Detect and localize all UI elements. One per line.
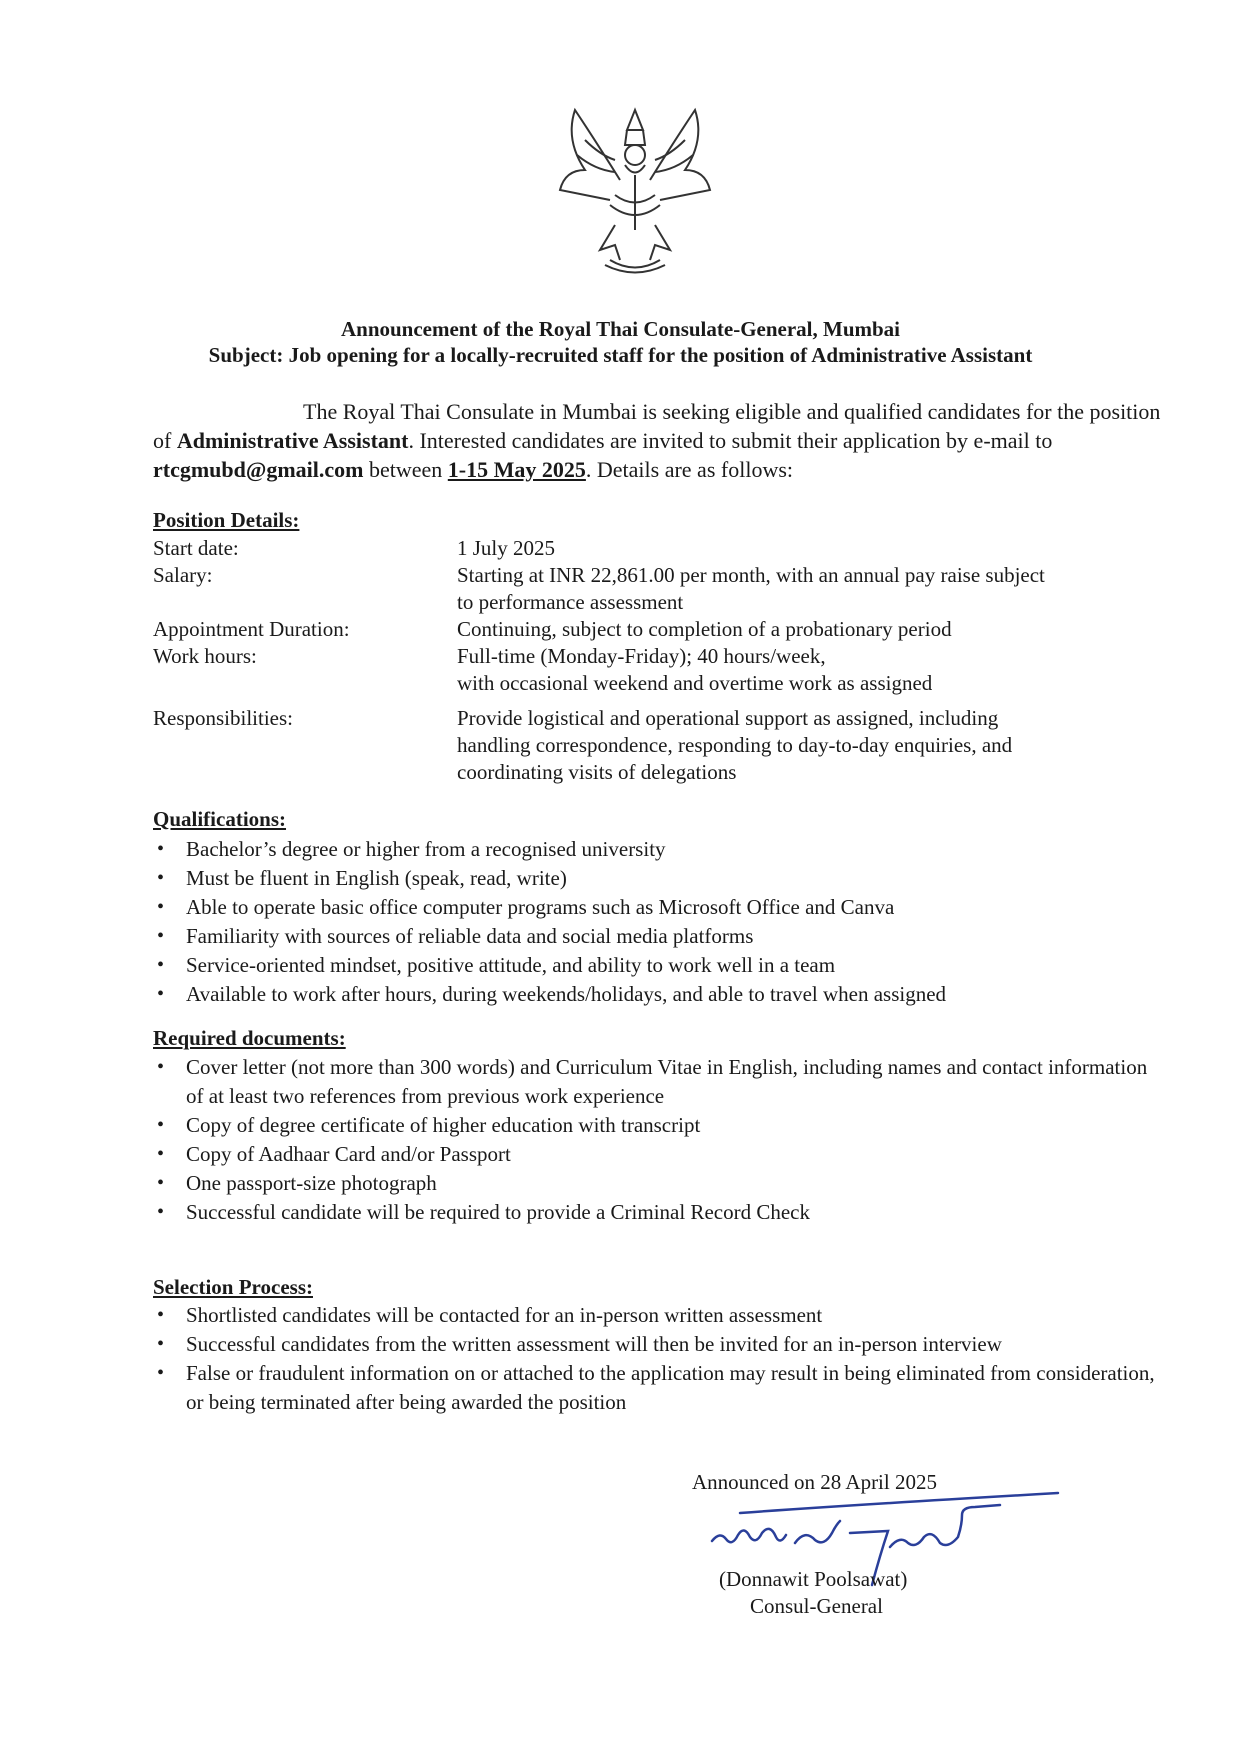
detail-row [153, 705, 1153, 786]
detail-value [457, 643, 1153, 697]
detail-value-line: Full-time (Monday-Friday); 40 hours/week, [457, 644, 826, 668]
list-item: • Copy of degree certificate of higher education with transcript [153, 1111, 1153, 1140]
detail-value-line: with occasional weekend and overtime work as assigned [457, 671, 933, 695]
list-item: • Familiarity with sources of reliable data and social media platforms [153, 922, 1183, 951]
selection-process-list [153, 1301, 1183, 1417]
list-item: • Bachelor’s degree or higher from a recognised university [153, 835, 1183, 864]
list-item: • Must be fluent in English (speak, read, write) [153, 864, 1183, 893]
detail-value: Starting at INR 22,861.00 per month, with an annual pay raise subject to performance assessment [457, 563, 1045, 614]
detail-row [153, 616, 1153, 643]
position-details-list [153, 535, 1153, 786]
required-documents-heading: Required documents: [153, 1026, 346, 1050]
required-documents-list [153, 1053, 1153, 1227]
detail-row [153, 643, 1153, 697]
announcement-title: Announcement of the Royal Thai Consulate-General, Mumbai [340, 317, 901, 341]
list-item: • Shortlisted candidates will be contacted for an in-person written assessment [153, 1301, 1183, 1330]
email-address: rtcgmubd@gmail.com [153, 457, 364, 482]
detail-value: 1 July 2025 [457, 536, 556, 560]
list-item: • One passport-size photograph [153, 1169, 1153, 1198]
position-details-heading: Position Details: [153, 508, 300, 532]
qualifications-heading: Qualifications: [153, 807, 287, 831]
qualifications-list [153, 835, 1183, 1009]
detail-label: Salary: [153, 563, 213, 587]
intro-text: between [363, 457, 448, 482]
detail-row [153, 562, 1153, 616]
detail-value: Provide logistical and operational support as assigned, including handling correspondence, responding to day-to-day enquiries, and coordinating visits of delegations [457, 706, 1013, 784]
detail-label: Work hours: [153, 644, 257, 668]
intro-text: . Interested candidates are invited to submit their application by e-mail to [408, 428, 1053, 453]
signatory-title: Consul-General [750, 1594, 883, 1618]
position-name: Administrative Assistant [176, 428, 409, 453]
detail-label: Appointment Duration: [153, 617, 350, 641]
list-item: • Available to work after hours, during weekends/holidays, and able to travel when assigned [153, 980, 1183, 1009]
selection-process-heading: Selection Process: [153, 1275, 313, 1299]
list-item: • Able to operate basic office computer programs such as Microsoft Office and Canva [153, 893, 1183, 922]
announcement-subject: Subject: Job opening for a locally-recruited staff for the position of Administrative Assistant [208, 343, 1033, 367]
application-dates: 1-15 May 2025 [447, 457, 586, 482]
detail-value: Continuing, subject to completion of a probationary period [457, 617, 952, 641]
list-item: • Service-oriented mindset, positive attitude, and ability to work well in a team [153, 951, 1183, 980]
garuda-emblem-icon [555, 100, 715, 280]
announcement-date: Announced on 28 April 2025 [692, 1470, 937, 1494]
list-item: • False or fraudulent information on or attached to the application may result in being eliminated from consideration, or being terminated after being awarded the position [153, 1359, 1183, 1417]
signatory-name: (Donnawit Poolsawat) [719, 1567, 908, 1591]
detail-label: Responsibilities: [153, 706, 294, 730]
list-item: • Copy of Aadhaar Card and/or Passport [153, 1140, 1153, 1169]
detail-label: Start date: [153, 536, 239, 560]
list-item: • Successful candidate will be required to provide a Criminal Record Check [153, 1198, 1153, 1227]
intro-paragraph [153, 397, 1163, 484]
detail-row [153, 535, 1153, 562]
list-item: • Successful candidates from the written assessment will then be invited for an in-person interview [153, 1330, 1183, 1359]
list-item: • Cover letter (not more than 300 words) and Curriculum Vitae in English, including names and contact information of at least two references from previous work experience [153, 1053, 1153, 1111]
intro-text: . Details are as follows: [585, 457, 793, 482]
intro-text: The Royal Thai Consulate in Mumbai is seeking eligible and qualified candidates for the position of [153, 399, 1161, 453]
